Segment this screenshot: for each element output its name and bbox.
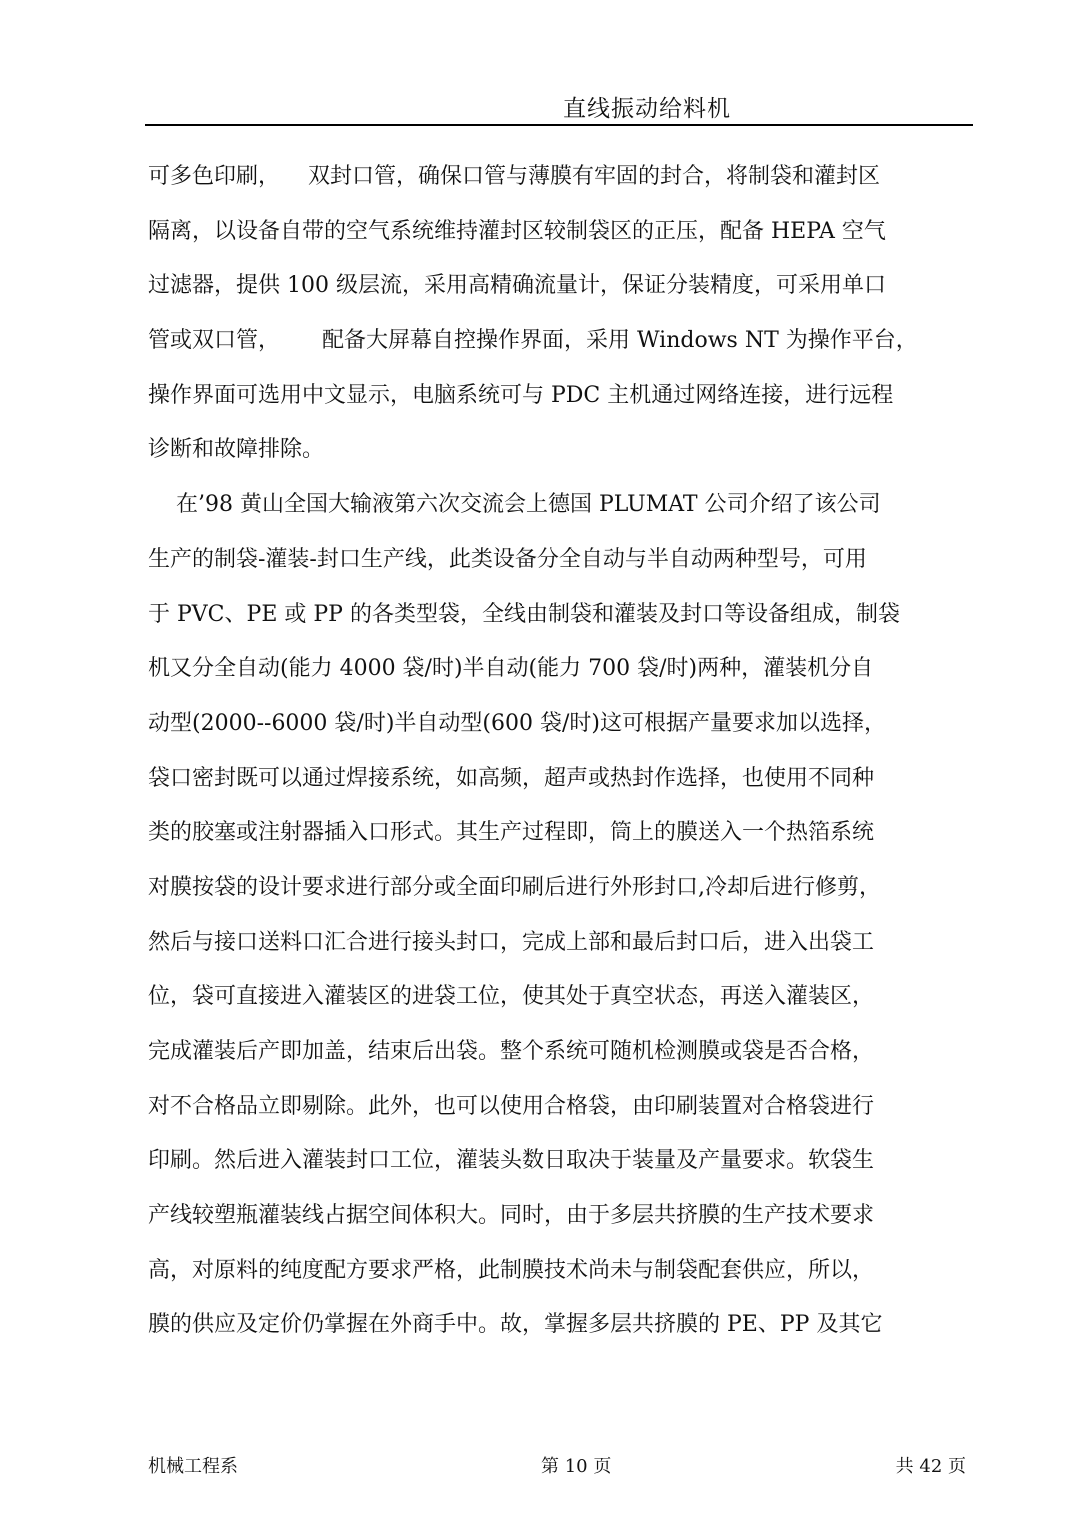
text-line: 位，袋可直接进入灌装区的进袋工位，使其处于真空状态，再送入灌装区， [148, 984, 875, 1010]
text-line: 然后与接口送料口汇合进行接头封口，完成上部和最后封口后，进入出袋工 [148, 929, 875, 955]
text-line: 隔离，以设备自带的空气系统维持灌封区较制袋区的正压，配备 HEPA 空气 [148, 218, 886, 244]
text-line: 对不合格品立即剔除。此外，也可以使用合格袋，由印刷装置对合格袋进行 [148, 1093, 875, 1119]
text-line: 动型(2000--6000 袋/时)半自动型(600 袋/时)这可根据产量要求加以选择， [148, 710, 886, 736]
page-header-title: 直线振动给料机 [563, 96, 731, 122]
text-line: 印刷。然后进入灌装封口工位，灌装头数日取决于装量及产量要求。软袋生 [148, 1148, 875, 1174]
text-line: 管或双口管， 配备大屏幕自控操作界面，采用 Windows NT 为操作平台， [148, 328, 918, 354]
text-line: 在’98 黄山全国大输液第六次交流会上德国 PLUMAT 公司介绍了该公司 [148, 492, 881, 518]
text-line: 过滤器，提供 100 级层流，采用高精确流量计，保证分装精度，可采用单口 [148, 273, 886, 299]
text-line: 类的胶塞或注射器插入口形式。其生产过程即，筒上的膜送入一个热箔系统 [148, 820, 875, 846]
text-line: 袋口密封既可以通过焊接系统，如高频，超声或热封作选择，也使用不同种 [148, 765, 875, 791]
text-line: 对膜按袋的设计要求进行部分或全面印刷后进行外形封口,冷却后进行修剪， [148, 874, 881, 900]
text-line: 诊断和故障排除。 [148, 437, 325, 463]
text-line: 完成灌装后产即加盖，结束后出袋。整个系统可随机检测膜或袋是否合格， [148, 1039, 875, 1064]
body-text [148, 150, 978, 1353]
text-line: 膜的供应及定价仍掌握在外商手中。故，掌握多层共挤膜的 PE、PP 及其它 [148, 1312, 883, 1338]
text-line: 机又分全自动(能力 4000 袋/时)半自动(能力 700 袋/时)两种，灌装机分自 [148, 656, 874, 682]
text-line: 操作界面可选用中文显示，电脑系统可与 PDC 主机通过网络连接，进行远程 [148, 382, 894, 408]
text-line: 于 PVC、PE 或 PP 的各类型袋，全线由制袋和灌装及封口等设备组成，制袋 [148, 601, 900, 627]
footer-page-total: 共 42 页 [895, 1456, 966, 1477]
text-line: 产线较塑瓶灌装线占据空间体积大。同时，由于多层共挤膜的生产技术要求 [148, 1203, 875, 1229]
page-footer [148, 1452, 966, 1480]
page-header [145, 88, 973, 126]
text-line: 高，对原料的纯度配方要求严格，此制膜技术尚未与制袋配套供应，所以， [148, 1257, 875, 1283]
text-line: 可多色印刷， 双封口管，确保口管与薄膜有牢固的封合，将制袋和灌封区 [148, 164, 880, 189]
footer-page-number: 第 10 页 [541, 1456, 612, 1477]
text-line: 生产的制袋-灌装-封口生产线，此类设备分全自动与半自动两种型号，可用 [148, 546, 867, 572]
footer-department: 机械工程系 [148, 1456, 238, 1477]
